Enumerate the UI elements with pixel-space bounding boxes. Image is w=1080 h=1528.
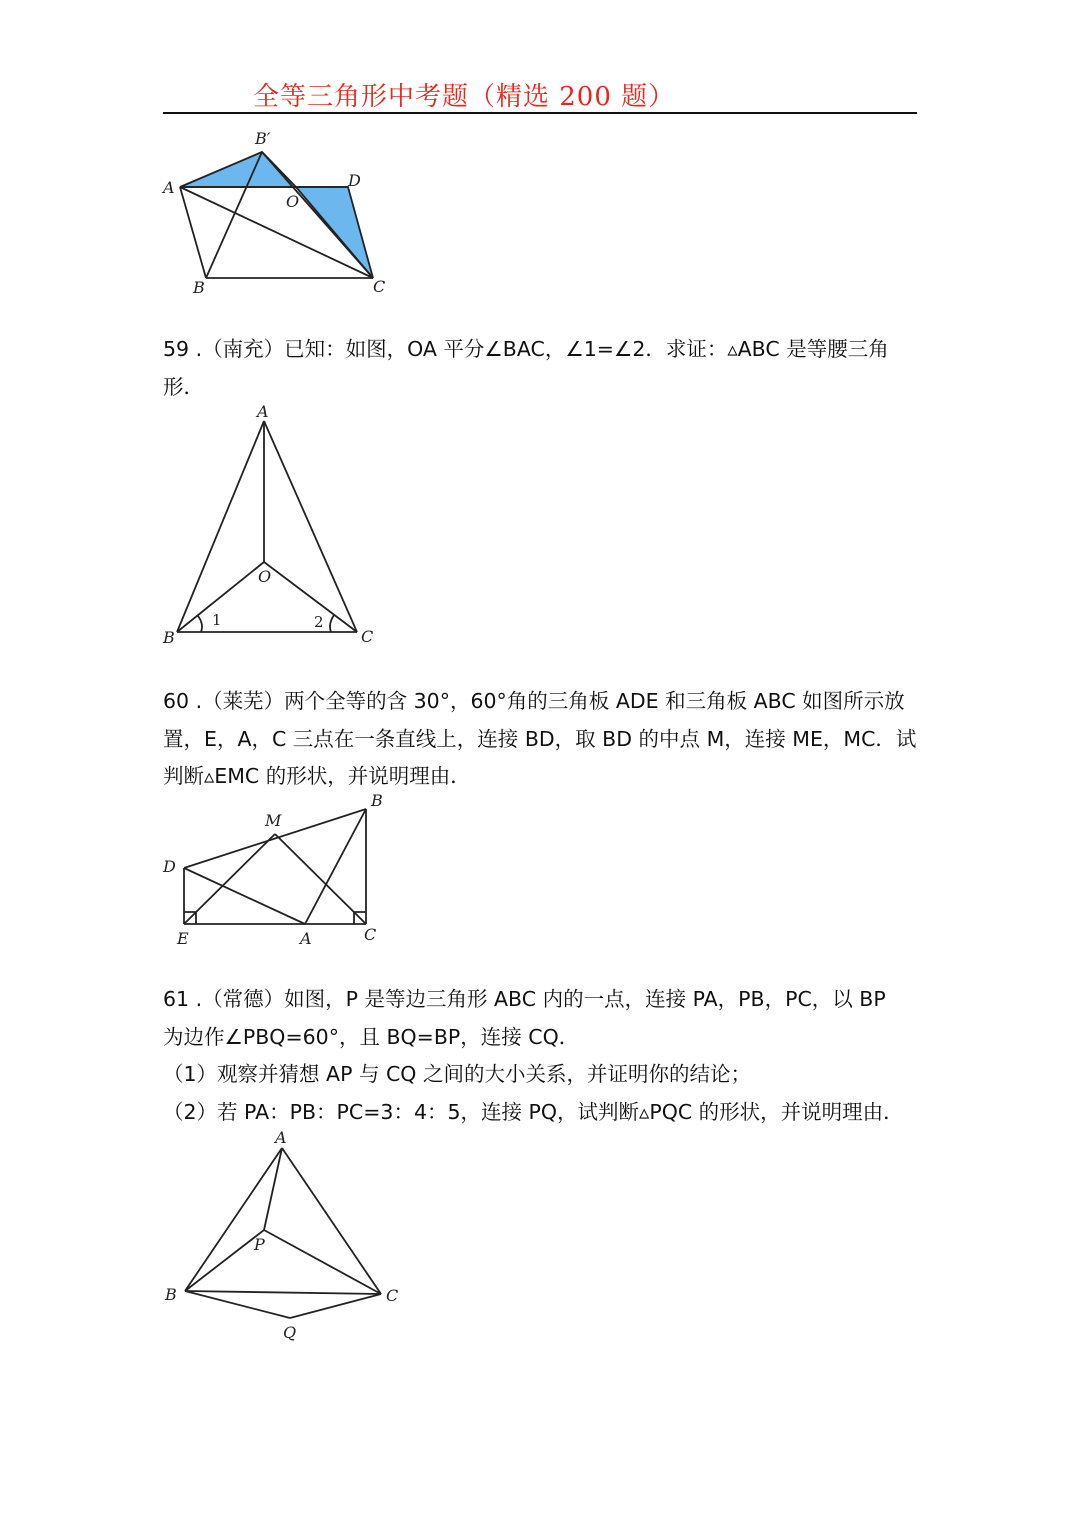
segment-p-b (185, 1230, 264, 1291)
label-angle-1: 1 (212, 611, 222, 629)
label-c: C (361, 627, 374, 646)
label-c: C (364, 925, 377, 944)
page-header-title: 全等三角形中考题（精选 200 题） (253, 82, 676, 112)
label-b: B (163, 628, 175, 647)
text-line: 60 .（莱芜）两个全等的含 30°，60°角的三角板 ADE 和三角板 ABC 如图所示放 (163, 689, 905, 713)
label-c: C (386, 1286, 399, 1305)
label-c: C (373, 277, 386, 296)
label-b-prime: B′ (255, 129, 271, 148)
label-a: A (300, 929, 312, 948)
label-e: E (177, 929, 189, 948)
text-line: 判断▵EMC 的形状，并说明理由． (163, 764, 471, 788)
text-line: 61 .（常德）如图，P 是等边三角形 ABC 内的一点，连接 PA，PB，PC，以 BP (163, 987, 886, 1011)
label-o: O (286, 192, 300, 211)
label-q: Q (283, 1323, 297, 1342)
text-line: 59 .（南充）已知：如图，OA 平分∠BAC，∠1=∠2．求证：▵ABC 是等腰三角 (163, 337, 889, 361)
label-o: O (258, 567, 272, 586)
segment-q-c (290, 1294, 381, 1318)
label-m: M (265, 811, 282, 830)
text-line: （1）观察并猜想 AP 与 CQ 之间的大小关系，并证明你的结论； (163, 1062, 751, 1086)
text-line: 为边作∠PBQ=60°，且 BQ=BP，连接 CQ． (163, 1024, 580, 1049)
label-a: A (163, 178, 175, 197)
segment-b-c (185, 1291, 381, 1294)
segment-a-c (282, 1148, 381, 1294)
label-p: P (254, 1235, 265, 1254)
text-line: （2）若 PA：PB：PC=3：4：5，连接 PQ，试判断▵PQC 的形状，并说明理由． (163, 1099, 904, 1124)
label-d: D (163, 857, 176, 876)
label-angle-2: 2 (314, 613, 324, 631)
label-a: A (275, 1128, 287, 1147)
segment-p-c (264, 1230, 381, 1294)
text-line: 形． (163, 374, 204, 399)
label-b: B (165, 1285, 177, 1304)
label-a: A (257, 402, 269, 421)
label-d: D (348, 171, 361, 190)
label-b: B (193, 278, 205, 297)
label-b: B (371, 791, 383, 810)
segment-b-q (185, 1291, 290, 1318)
segment-a-b (185, 1148, 282, 1291)
text-line: 置，E，A，C 三点在一条直线上，连接 BD，取 BD 的中点 M，连接 ME，MC．试 (163, 726, 917, 751)
